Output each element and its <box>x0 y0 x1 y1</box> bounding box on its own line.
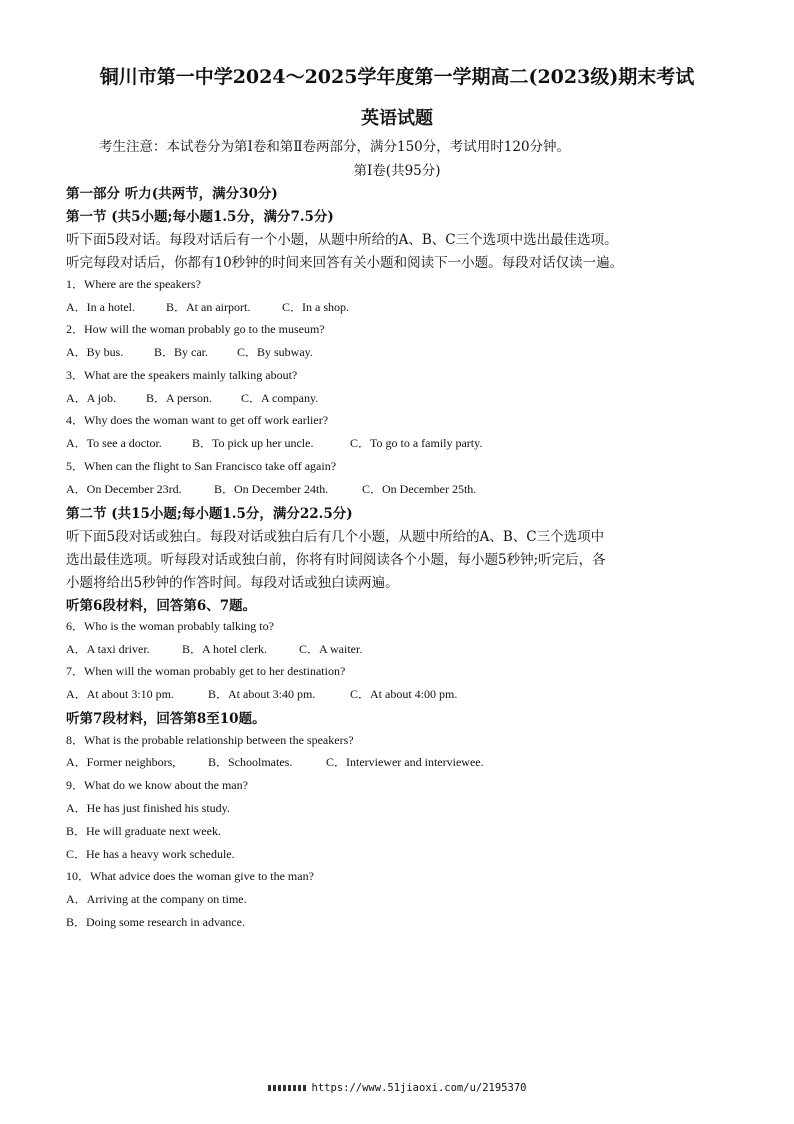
exam-notice: 考生注意：本试卷分为第Ⅰ卷和第Ⅱ卷两部分，满分150分，考试用时120分钟。 <box>99 139 571 155</box>
question-5-options <box>66 480 476 497</box>
question-3-options <box>66 389 318 406</box>
question-8-stem: 8．What is the probable relationship between the speakers? <box>66 733 354 747</box>
question-1-stem: 1．Where are the speakers? <box>66 277 201 291</box>
question-6-stem: 6．Who is the woman probably talking to? <box>66 619 274 633</box>
option-c: C．A waiter. <box>299 642 363 656</box>
option-c: C．Interviewer and interviewee. <box>326 755 484 769</box>
option-a: A．At about 3:10 pm. <box>66 687 174 701</box>
question-6-options <box>66 640 362 657</box>
question-7-stem: 7．When will the woman probably get to her destination? <box>66 664 346 678</box>
question-9-stem: 9．What do we know about the man? <box>66 778 248 792</box>
question-3-stem: 3．What are the speakers mainly talking about? <box>66 368 298 382</box>
option-c: C．On December 25th. <box>362 482 477 496</box>
option-b: B．Schoolmates. <box>208 755 293 769</box>
question-9-option-c: C．He has a heavy work schedule. <box>66 847 235 861</box>
material-6-heading: 听第6段材料，回答第6、7题。 <box>66 598 257 614</box>
option-c: C．At about 4:00 pm. <box>350 687 458 701</box>
option-c: C．A company. <box>241 391 319 405</box>
question-5-stem: 5．When can the flight to San Francisco take off again? <box>66 459 337 473</box>
footer-watermark <box>0 1082 794 1094</box>
option-c: C．To go to a family party. <box>350 436 483 450</box>
question-2-options <box>66 343 313 360</box>
section2-instruction-line1: 听下面5段对话或独白。每段对话或独白后有几个小题，从题中所给的A、B、C三个选项中 <box>66 529 605 545</box>
question-4-options <box>66 434 482 451</box>
option-c: C．In a shop. <box>282 300 349 314</box>
exam-subtitle: 英语试题 <box>361 108 433 129</box>
option-b: B．To pick up her uncle. <box>192 436 314 450</box>
option-c: C．By subway. <box>237 345 313 359</box>
question-4-stem: 4．Why does the woman want to get off work earlier? <box>66 413 329 427</box>
footer-url[interactable]: https://www.51jiaoxi.com/u/2195370 <box>311 1082 527 1094</box>
section1-instruction-line2: 听完每段对话后，你都有10秒钟的时间来回答有关小题和阅读下一小题。每段对话仅读一遍。 <box>66 255 624 271</box>
question-2-stem: 2．How will the woman probably go to the museum? <box>66 322 325 336</box>
volume-heading: 第Ⅰ卷(共95分) <box>353 163 441 179</box>
watermark-logo-icon <box>268 1085 306 1091</box>
option-b: B．A hotel clerk. <box>182 642 267 656</box>
question-7-options <box>66 685 457 702</box>
option-a: A．On December 23rd. <box>66 482 182 496</box>
question-1-options <box>66 298 349 315</box>
question-10-option-b: B．Doing some research in advance. <box>66 915 245 929</box>
option-b: B．At about 3:40 pm. <box>208 687 316 701</box>
option-b: B．At an airport. <box>166 300 251 314</box>
option-b: B．A person. <box>146 391 213 405</box>
option-b: B．On December 24th. <box>214 482 329 496</box>
option-a: A．By bus. <box>66 345 124 359</box>
section1-heading: 第一节 (共5小题;每小题1.5分，满分7.5分) <box>66 209 334 225</box>
section1-instruction-line1: 听下面5段对话。每段对话后有一个小题，从题中所给的A、B、C三个选项中选出最佳选项。 <box>66 232 618 248</box>
option-a: A．To see a doctor. <box>66 436 162 450</box>
option-b: B．By car. <box>154 345 208 359</box>
question-8-options <box>66 753 484 770</box>
option-a: A．A taxi driver. <box>66 642 150 656</box>
option-a: A．In a hotel. <box>66 300 135 314</box>
option-a: A．A job. <box>66 391 117 405</box>
part1-heading: 第一部分 听力(共两节，满分30分) <box>66 186 278 202</box>
option-a: A．Former neighbors, <box>66 755 176 769</box>
exam-title: 铜川市第一中学2024～2025学年度第一学期高二(2023级)期末考试 <box>99 66 695 88</box>
material-7-heading: 听第7段材料，回答第8至10题。 <box>66 711 266 727</box>
section2-instruction-line3: 小题将给出5秒钟的作答时间。每段对话或独白读两遍。 <box>66 575 399 591</box>
question-9-option-b: B．He will graduate next week. <box>66 824 221 838</box>
question-9-option-a: A．He has just finished his study. <box>66 801 230 815</box>
section2-heading: 第二节 (共15小题;每小题1.5分，满分22.5分) <box>66 506 353 522</box>
question-10-option-a: A．Arriving at the company on time. <box>66 892 247 906</box>
question-10-stem: 10．What advice does the woman give to the man? <box>66 869 314 883</box>
section2-instruction-line2: 选出最佳选项。听每段对话或独白前，你将有时间阅读各个小题，每小题5秒钟;听完后，各 <box>66 552 606 568</box>
